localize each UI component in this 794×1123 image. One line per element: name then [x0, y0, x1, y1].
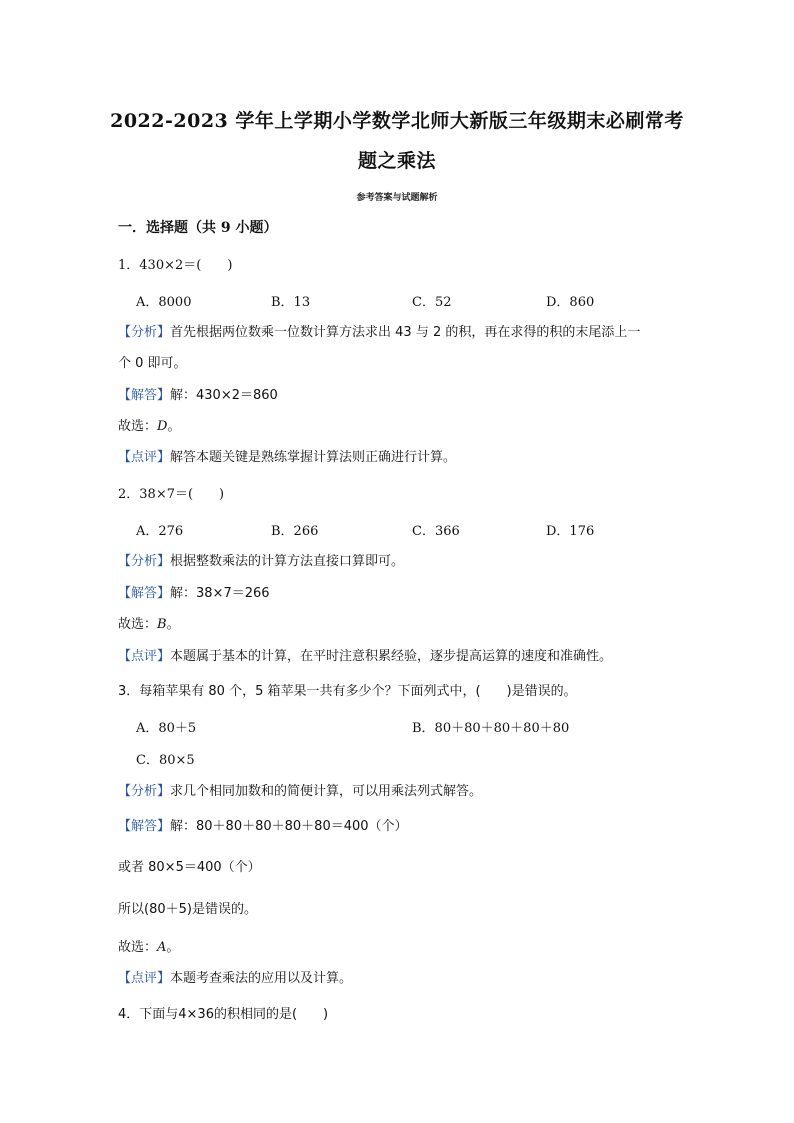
- q3-stem: 3．每箱苹果有 80 个，5 箱苹果一共有多少个？下面列式中，( )是错误的。: [118, 684, 577, 699]
- q3-analysis-text: 求几个相同加数和的简便计算，可以用乘法列式解答。: [170, 784, 483, 799]
- q1-comment: [118, 446, 456, 465]
- answer-tag: 【解答】: [118, 388, 171, 403]
- q2-option-c: C．366: [412, 524, 460, 539]
- choose-end: 。: [166, 940, 180, 955]
- q2-comment-text: 本题属于基本的计算，在平时注意积累经验，逐步提高运算的速度和准确性。: [170, 649, 613, 664]
- q3-option-c: C．80×5: [136, 753, 195, 768]
- choose-end: 。: [166, 617, 180, 632]
- comment-tag: 【点评】: [118, 649, 171, 664]
- q1-answer-text: 解：430×2＝860: [170, 388, 278, 403]
- q1-choice-letter: D: [157, 419, 168, 434]
- page-title-line-2: 题之乘法: [357, 150, 436, 172]
- comment-tag: 【点评】: [118, 971, 171, 986]
- q3-analysis: [118, 780, 482, 799]
- q3-option-a: A．80＋5: [136, 721, 197, 736]
- q3-choice: [118, 936, 179, 955]
- q1-answer: [118, 384, 278, 403]
- page-subtitle: 参考答案与试题解析: [356, 193, 438, 203]
- q1-choice: [118, 415, 180, 434]
- q1-analysis-cont: 个 0 即可。: [118, 356, 187, 371]
- page-title-line-1: 2022-2023 学年上学期小学数学北师大新版三年级期末必刷常考: [110, 110, 684, 132]
- q3-conclusion: 所以(80＋5)是错误的。: [118, 902, 257, 917]
- q2-option-b: B．266: [271, 524, 319, 539]
- q3-option-b: B．80＋80＋80＋80＋80: [412, 721, 570, 736]
- q2-analysis-text: 根据整数乘法的计算方法直接口算即可。: [170, 554, 405, 569]
- choose-label: 故选：: [118, 617, 158, 632]
- q1-option-b: B．13: [271, 295, 311, 310]
- analysis-tag: 【分析】: [118, 554, 171, 569]
- q1-option-c: C．52: [412, 295, 452, 310]
- q3-answer-text: 解：80＋80＋80＋80＋80＝400（个）: [170, 819, 408, 834]
- q4-stem: 4．下面与4×36的积相同的是( ): [118, 1007, 329, 1022]
- q1-analysis-text: 首先根据两位数乘一位数计算方法求出 43 与 2 的积，再在求得的积的末尾添上一: [170, 325, 641, 340]
- comment-tag: 【点评】: [118, 450, 171, 465]
- choose-label: 故选：: [118, 419, 158, 434]
- choose-label: 故选：: [118, 940, 158, 955]
- q1-stem: 1．430×2＝( ): [118, 258, 233, 273]
- analysis-tag: 【分析】: [118, 784, 171, 799]
- q2-stem: 2．38×7＝( ): [118, 487, 225, 502]
- q3-comment: [118, 967, 352, 986]
- q2-choice-letter: B: [157, 617, 167, 632]
- q1-analysis: [118, 321, 640, 340]
- answer-tag: 【解答】: [118, 819, 171, 834]
- q2-answer: [118, 582, 270, 601]
- q3-alt-calc: 或者 80×5＝400（个）: [118, 860, 261, 875]
- q2-analysis: [118, 550, 404, 569]
- q3-choice-letter: A: [157, 940, 167, 955]
- analysis-tag: 【分析】: [118, 325, 171, 340]
- q2-choice: [118, 613, 180, 632]
- section-heading: 一．选择题（共 9 小题）: [118, 220, 278, 236]
- q1-option-d: D．860: [546, 295, 595, 310]
- choose-end: 。: [167, 419, 181, 434]
- q2-comment: [118, 645, 612, 664]
- q2-option-d: D．176: [546, 524, 595, 539]
- q2-answer-text: 解：38×7＝266: [170, 586, 270, 601]
- answer-tag: 【解答】: [118, 586, 171, 601]
- q3-comment-text: 本题考查乘法的应用以及计算。: [170, 971, 353, 986]
- q2-option-a: A．276: [136, 524, 184, 539]
- q3-answer: [118, 815, 408, 834]
- q1-option-a: A．8000: [136, 295, 192, 310]
- q1-comment-text: 解答本题关键是熟练掌握计算法则正确进行计算。: [170, 450, 457, 465]
